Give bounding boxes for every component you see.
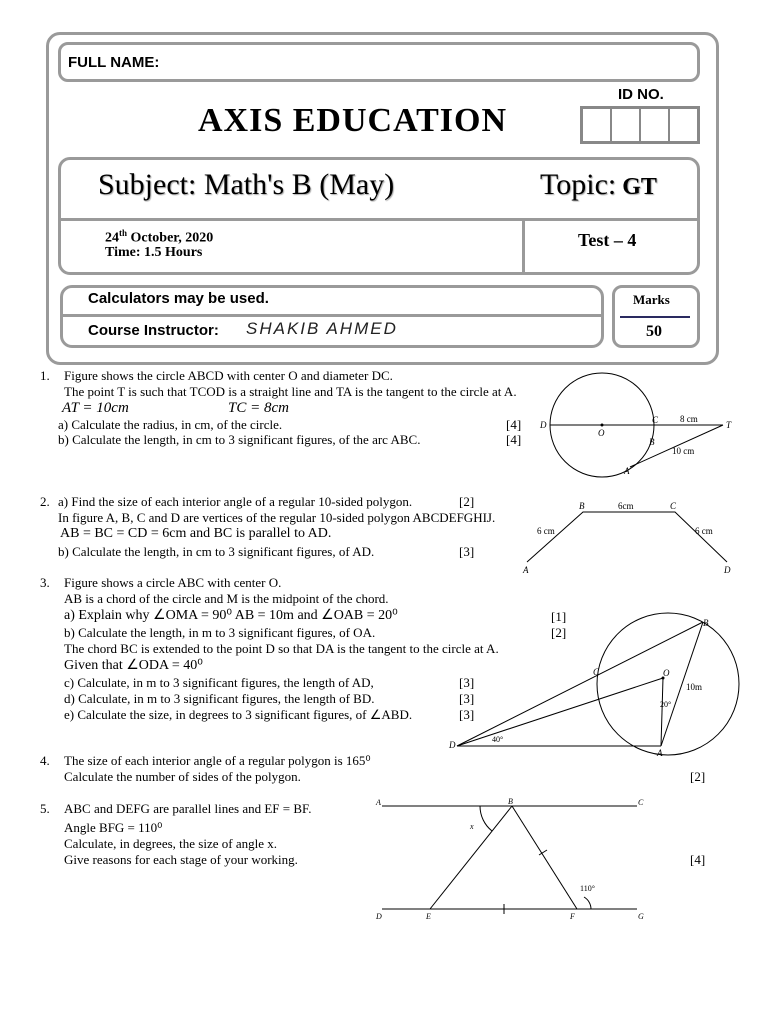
- q3-figure: [445, 612, 763, 758]
- q3-label-40: 40°: [492, 735, 504, 744]
- q1-line2: The point T is such that TCOD is a straight line and TA is the tangent to the circle at A.: [64, 384, 517, 399]
- q1-part-b-marks: [4]: [506, 432, 522, 447]
- date-day: 24: [105, 230, 119, 246]
- marks-underline: [620, 316, 690, 318]
- q1-label-a: A: [624, 466, 630, 476]
- q3-line6: Given that ∠ODA = 40⁰: [64, 658, 203, 673]
- marks-value: 50: [646, 323, 662, 340]
- org-title: AXIS EDUCATION: [198, 102, 508, 139]
- q3-circle: [597, 613, 739, 755]
- subject-col-divider: [522, 220, 525, 273]
- q2-label-c: C: [670, 501, 677, 511]
- exam-date: [105, 228, 213, 247]
- q2-figure: [515, 498, 765, 576]
- q4-line1: The size of each interior angle of a regular polygon is 165⁰: [64, 753, 371, 768]
- q3-line1: Figure shows a circle ABC with center O.: [64, 575, 282, 590]
- test-number: Test – 4: [578, 230, 637, 250]
- q2-label-d: D: [724, 565, 731, 575]
- q1-number: 1.: [40, 368, 50, 383]
- q2-label-cd: 6 cm: [695, 526, 713, 536]
- q3-part-b-marks: [2]: [551, 625, 567, 640]
- q3-label-d: D: [449, 740, 456, 750]
- q5-label-e: E: [426, 912, 431, 921]
- q3-part-d: d) Calculate, in m to 3 significant figures, the length of BD.: [64, 691, 375, 706]
- instructor-label: Course Instructor:: [88, 322, 219, 339]
- q1-part-a: a) Calculate the radius, in cm, of the circle.: [58, 417, 283, 432]
- full-name-label: FULL NAME:: [68, 54, 160, 71]
- q3-part-b: b) Calculate the length, in m to 3 significant figures, of OA.: [64, 625, 376, 640]
- q1-label-ct: 8 cm: [680, 414, 698, 424]
- q1-line1: Figure shows the circle ABCD with center O and diameter DC.: [64, 368, 393, 383]
- date-suffix: th: [119, 228, 128, 238]
- id-label: ID NO.: [618, 86, 664, 103]
- instructor-divider: [62, 314, 602, 317]
- q5-line3: Calculate, in degrees, the size of angle x.: [64, 836, 277, 851]
- q5-marks: [4]: [690, 852, 706, 867]
- q1-part-b: b) Calculate the length, in cm to 3 significant figures, of the arc ABC.: [58, 432, 421, 447]
- q1-center-dot: [601, 424, 604, 427]
- q2-part-a-marks: [2]: [459, 494, 475, 509]
- q5-line4: Give reasons for each stage of your working.: [64, 852, 298, 867]
- q3-part-a: a) Explain why ∠OMA = 90⁰ AB = 10m and ∠OAB = 20⁰: [64, 608, 398, 623]
- q3-part-e-marks: [3]: [459, 707, 475, 722]
- q3-label-b: B: [703, 618, 709, 628]
- q3-label-20: 20°: [660, 700, 672, 709]
- q2-label-a: A: [523, 565, 529, 575]
- q5-label-g: G: [638, 912, 644, 921]
- q5-label-a: A: [376, 798, 381, 807]
- q5-label-d: D: [376, 912, 382, 921]
- q5-angle-x-arc: [480, 806, 492, 831]
- q5-angle-110-arc: [584, 897, 591, 909]
- q5-label-b: B: [508, 797, 513, 806]
- q5-line2: Angle BFG = 110⁰: [64, 820, 163, 835]
- q5-label-x: x: [470, 822, 474, 831]
- q1-given-at: AT = 10cm: [62, 400, 129, 416]
- q3-line5: The chord BC is extended to the point D so that DA is the tangent to the circle at A.: [64, 641, 499, 656]
- q3-line-do: [457, 678, 663, 746]
- q1-part-a-marks: [4]: [506, 417, 522, 432]
- q2-part-b-marks: [3]: [459, 544, 475, 559]
- q5-label-f: F: [570, 912, 575, 921]
- q1-figure: [535, 370, 765, 482]
- q3-radius-oa: [661, 678, 663, 746]
- subject-divider: [60, 218, 698, 221]
- q3-part-c-marks: [3]: [459, 675, 475, 690]
- q2-line2: In figure A, B, C and D are vertices of the regular 10-sided polygon ABCDEFGHIJ.: [58, 510, 496, 525]
- q3-part-a-marks: [1]: [551, 609, 567, 624]
- exam-time: Time: 1.5 Hours: [105, 245, 203, 260]
- full-name-field[interactable]: [58, 42, 700, 82]
- q3-part-e: e) Calculate the size, in degrees to 3 significant figures, of ∠ABD.: [64, 707, 413, 722]
- q5-figure: [372, 795, 662, 925]
- q1-label-b: B: [649, 437, 655, 447]
- q4-number: 4.: [40, 753, 50, 768]
- q4-line2: Calculate the number of sides of the polygon.: [64, 769, 301, 784]
- q2-part-a: a) Find the size of each interior angle of a regular 10-sided polygon.: [58, 494, 413, 509]
- q3-label-o: O: [663, 668, 670, 678]
- q2-polygon-edges: [527, 512, 727, 562]
- q3-label-a: A: [657, 748, 663, 758]
- q1-label-o: O: [598, 428, 605, 438]
- q2-number: 2.: [40, 494, 50, 509]
- q5-line1: ABC and DEFG are parallel lines and EF = BF.: [64, 801, 312, 816]
- q2-label-bc: 6cm: [618, 501, 634, 511]
- marks-label: Marks: [633, 292, 670, 307]
- id-number-boxes[interactable]: [580, 106, 700, 144]
- q1-given-tc: TC = 8cm: [228, 400, 289, 416]
- topic-title: [540, 168, 657, 202]
- q3-line-db: [457, 622, 703, 746]
- q3-part-c: c) Calculate, in m to 3 significant figures, the length of AD,: [64, 675, 374, 690]
- date-rest: October, 2020: [127, 230, 214, 246]
- topic-value: GT: [616, 174, 657, 200]
- q1-label-d: D: [540, 420, 547, 430]
- q3-line2: AB is a chord of the circle and M is the midpoint of the chord.: [64, 591, 389, 606]
- q4-marks: [2]: [690, 769, 706, 784]
- q5-label-110: 110°: [580, 884, 595, 893]
- instructor-name: SHAKIB AHMED: [246, 319, 398, 338]
- q2-label-ab: 6 cm: [537, 526, 555, 536]
- q2-line3: AB = BC = CD = 6cm and BC is parallel to AD.: [60, 526, 332, 541]
- q2-label-b: B: [579, 501, 585, 511]
- q1-label-t: T: [726, 420, 732, 430]
- q3-label-ab: 10m: [686, 682, 703, 692]
- q5-number: 5.: [40, 801, 50, 816]
- q5-label-c: C: [638, 798, 644, 807]
- q1-label-at: 10 cm: [672, 446, 695, 456]
- q3-label-c: C: [593, 667, 600, 677]
- q5-line-bf: [512, 806, 577, 909]
- q2-part-b: b) Calculate the length, in cm to 3 significant figures, of AD.: [58, 544, 375, 559]
- calculators-note: Calculators may be used.: [88, 290, 269, 307]
- q3-part-d-marks: [3]: [459, 691, 475, 706]
- q3-number: 3.: [40, 575, 50, 590]
- topic-label: Topic:: [540, 168, 617, 201]
- q1-label-c: C: [652, 415, 659, 425]
- subject-title: Subject: Math's B (May): [98, 168, 395, 201]
